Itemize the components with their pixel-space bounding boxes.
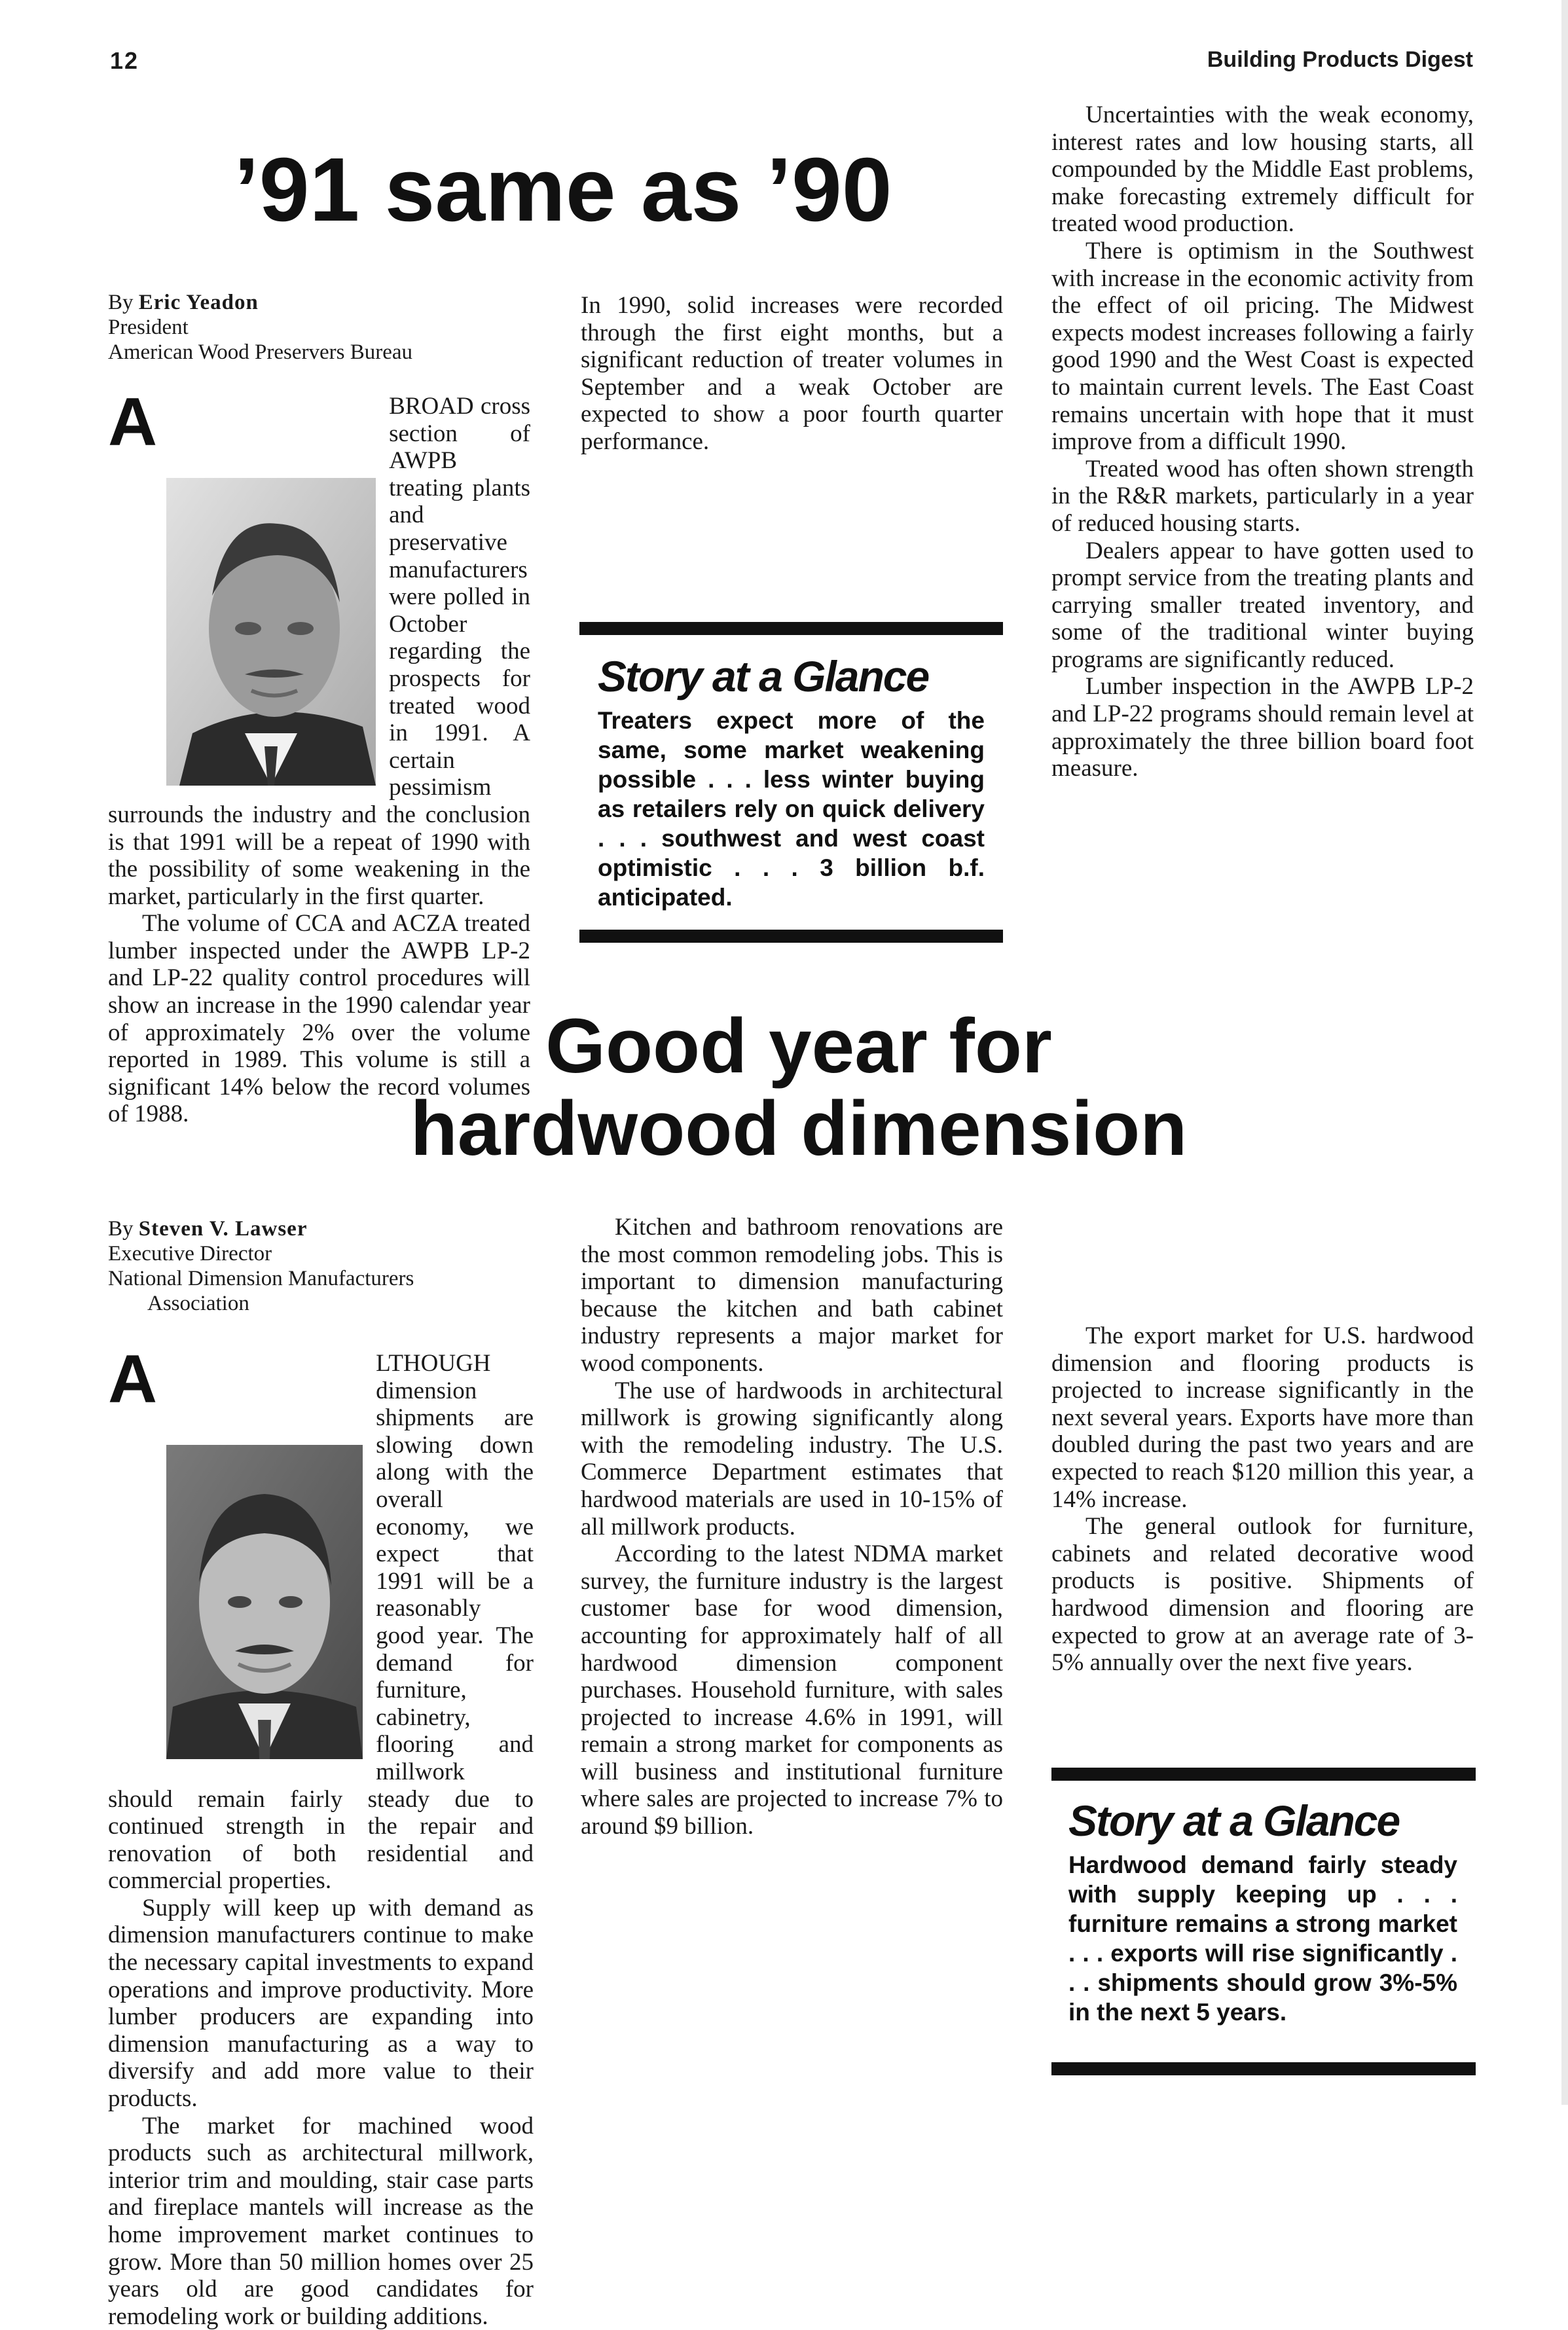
glance-bottom-rule: [579, 930, 1003, 943]
eric-yeadon-photo: [166, 478, 376, 786]
article1-column-3: Uncertainties with the weak economy, interest rates and low housing starts, all compounded by the Middle East problems, make forecasting extremely difficult for treated wood production. There is optimism in the Southwest with increase in the economic activity from the effect of oil pricing. The Midwest expects modest increases following a fairly good 1990 and the West Coast is expected to maintain current levels. The East Coast remains uncertain with hope that it must improve from a difficult 1990. Treated wood has often shown strength in the R&R markets, particularly in a year of reduced housing starts. Dealers appear to have gotten used to prompt service from the treating plants and carrying smaller treated inventory, and some of the traditional winter buying programs are significantly reduced. Lumber inspection in the AWPB LP-2 and LP-22 programs should remain level at approximately the three billion board foot measure.: [1051, 101, 1474, 782]
article2-drop-cap: A: [108, 1341, 158, 1417]
article1-organization: American Wood Preservers Bureau: [108, 340, 412, 364]
glance-text: Hardwood demand fairly steady with supply keeping up . . . furniture remains a strong market . . . exports will rise significantly . . . shipments should grow 3%-5% in the next 5 years.: [1068, 1851, 1457, 2026]
article2-column-1: A LTHOUGH dimension shipments are slowing down along with the overall economy, we expect that 1991 will be a reasonably good year. The demand for furniture, cabinetry, flooring and millwork should remain fairly steady due to continued strength in the repair and renovation of both residential and commercial properties. Supply will keep up with demand as dimension manufacturers continue to make the necessary capital investments to expand operations and improve productivity. More lumber producers are expanding into dimension manufacturing as a way to diversify and add more value to their products. The market for machined wood products such as architectural millwork, interior trim and moulding, stair case parts and fireplace mantels will increase as the home improvement market continues to grow. More than 50 million homes over 25 years old are good candidates for remodeling work or building additions.: [108, 1341, 534, 2330]
article1-author-title: President: [108, 316, 189, 339]
publication-name: Building Products Digest: [1207, 47, 1473, 72]
article2-author-title: Executive Director: [108, 1242, 272, 1265]
glance-title: Story at a Glance: [598, 652, 929, 701]
article2-author: Steven V. Lawser: [138, 1217, 308, 1241]
scan-edge: [1561, 0, 1568, 2105]
article2-byline: By Steven V. Lawser Executive Director National Dimension Manufacturers Association: [108, 1216, 540, 1316]
article2-story-at-a-glance: [1051, 1768, 1476, 2075]
article2-headline-line-2: hardwood dimension: [410, 1085, 1188, 1172]
article2-column-2: Kitchen and bathroom renovations are the most common remodeling jobs. This is important to dimension manufacturing because the kitchen and bath cabinet industry represents a major market for wood components. The use of hardwoods in architectural millwork is growing significantly along with the remodeling industry. The U.S. Commerce Department estimates that hardwood materials are used in 10-15% of all millwork products. According to the latest NDMA market survey, the furniture industry is the largest customer base for wood dimension, accounting for approximately half of all hardwood dimension component purchases. Household furniture, with sales projected to increase 4.6% in 1991, will remain a strong market for components as will business and institutional furniture where sales are projected to increase 7% to around $9 billion.: [581, 1214, 1003, 1840]
article2-organization-line-2: Association: [147, 1292, 249, 1315]
article1-drop-cap: A: [108, 384, 158, 460]
article2-headline-line-1: Good year for: [545, 1003, 1052, 1089]
article2-organization: National Dimension Manufacturers: [108, 1267, 414, 1290]
glance-top-rule: [579, 622, 1003, 635]
glance-top-rule: [1051, 1768, 1476, 1781]
article1-headline: ’91 same as ’90: [234, 139, 892, 240]
article2-headline: [275, 1005, 1322, 1170]
article1-story-at-a-glance: [579, 622, 1003, 943]
article1-author: Eric Yeadon: [138, 291, 259, 314]
glance-text: Treaters expect more of the same, some market weakening possible . . . less winter buying as retailers rely on quick delivery . . . southwest and west coast optimistic . . . 3 billion b.f. anticipated.: [598, 707, 985, 911]
article2-column-3: The export market for U.S. hardwood dimension and flooring products is projected to increase significantly in the next several years. Exports have more than doubled during the past two years and are expected to reach $120 million this year, a 14% increase. The general outlook for furniture, cabinets and related decorative wood products is positive. Shipments of hardwood dimension and flooring are expected to grow at an average rate of 3-5% annually over the next five years.: [1051, 1322, 1474, 1677]
article1-byline: By Eric Yeadon President American Wood Preservers Bureau: [108, 290, 540, 365]
page-number: 12: [110, 47, 139, 74]
glance-bottom-rule: [1051, 2062, 1476, 2075]
article1-column-2: In 1990, solid increases were recorded through the first eight months, but a significant reduction of treater volumes in September and a weak October are expected to show a poor fourth quarter performance.: [581, 292, 1003, 455]
glance-title: Story at a Glance: [1068, 1796, 1400, 1845]
article1-column-1: A BROAD cross section of AWPB treating plants and preservative manufacturers were polled in October regarding the prospects for treated wood in 1991. A certain pessimism surrounds the industry and the conclusion is that 1991 will be a repeat of 1990 with the possibility of some weakening in the market, particularly in the first quarter. The volume of CCA and ACZA treated lumber inspected under the AWPB LP-2 and LP-22 quality control procedures will show an increase in the 1990 calendar year of approximately 2% over the volume reported in 1989. This volume is still a significant 14% below the record volumes of 1988.: [108, 384, 530, 1128]
steven-lawser-photo: [166, 1445, 363, 1759]
